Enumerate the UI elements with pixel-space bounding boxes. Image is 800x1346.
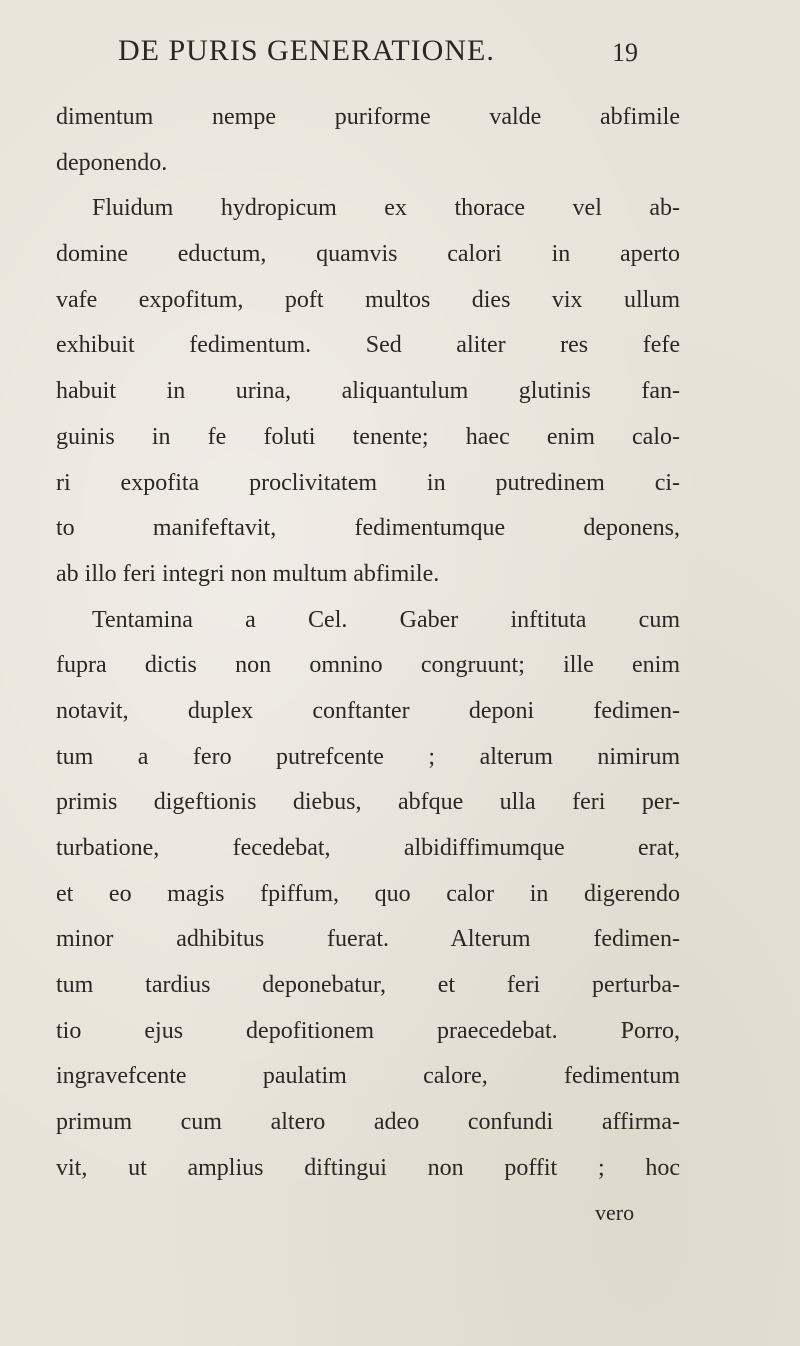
text-line: primis digeftionis diebus, abfque ulla feri per- [56,789,680,816]
text-line: dimentum nempe puriforme valde abfimile [56,104,680,130]
text-line: vafe expofitum, poft multos dies vix ullum [56,286,680,313]
body-text [56,95,680,1192]
text-line: et eo magis fpiffum, quo calor in digerendo [56,880,680,907]
text-line: tum tardius deponebatur, et feri perturba- [56,972,680,999]
text-line: exhibuit fedimentum. Sed aliter res fefe [56,332,680,359]
text-line: tum a fero putrefcente ; alterum nimirum [56,743,680,770]
page-number: 19 [612,38,638,67]
text-line: vit, ut amplius diftingui non poffit ; hoc [56,1154,680,1181]
text-line: ingravefcente paulatim calore, fedimentum [56,1063,680,1090]
text-line: primum cum altero adeo confundi affirma- [56,1109,680,1136]
text-line: ri expofita proclivitatem in putredinem ci- [56,469,680,496]
text-line: turbatione, fecedebat, albidiffimumque erat, [56,835,680,861]
text-line: to manifeftavit, fedimentumque deponens, [56,515,680,542]
text-line: guinis in fe foluti tenente; haec enim calo- [56,423,680,450]
running-title: DE PURIS GENERATIONE. [118,34,495,67]
text-line: minor adhibitus fuerat. Alterum fedimen- [56,926,680,953]
text-line: habuit in urina, aliquantulum glutinis fan- [56,378,680,405]
text-line: tio ejus depofitionem praecedebat. Porro, [56,1017,680,1044]
text-line: notavit, duplex conftanter deponi fedimen- [56,697,680,724]
catchword: vero [595,1200,635,1225]
text-line: deponendo. [56,149,168,176]
text-line: Tentamina a Cel. Gaber inftituta cum [92,606,680,633]
text-line: domine eductum, quamvis calori in aperto [56,241,680,268]
text-line: ab illo feri integri non multum abfimile. [56,560,440,587]
running-head [118,34,678,84]
text-line: fupra dictis non omnino congruunt; ille enim [56,652,680,679]
text-line: Fluidum hydropicum ex thorace vel ab- [92,195,680,222]
